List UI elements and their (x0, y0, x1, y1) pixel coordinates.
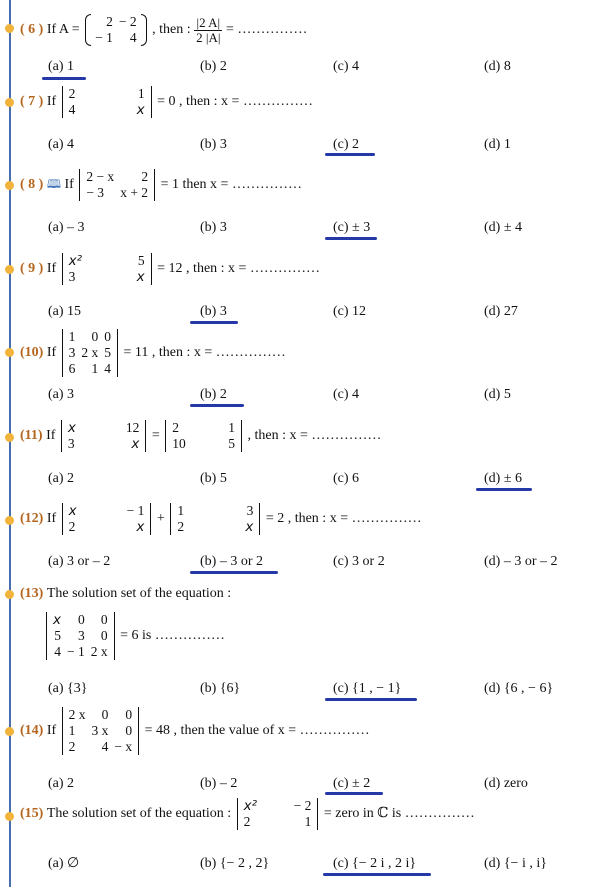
cell: − 3 (86, 185, 105, 200)
cell: 3 (68, 345, 76, 360)
cell: x² (68, 253, 83, 269)
cell: 0 (101, 707, 109, 722)
question-7 (20, 86, 313, 118)
question-number: ( 8 ) (20, 177, 44, 193)
determinant (79, 169, 155, 201)
question-text: , then : (152, 22, 191, 37)
cell: − 2 (293, 798, 312, 813)
cell: 2 (172, 420, 180, 435)
question-13-equation (44, 612, 225, 660)
option-c: (c) {− 2 i , 2 i} (333, 856, 417, 871)
question-text: = 48 , then the value of x = …………… (144, 723, 370, 738)
option-b: (b) – 2 (200, 776, 238, 791)
question-text: If (46, 345, 57, 360)
cell: x (245, 519, 254, 535)
option-d: (d) {− i , i} (484, 856, 547, 871)
question-number: ( 6 ) (20, 22, 44, 38)
cell: x (136, 519, 145, 535)
fraction (194, 16, 222, 45)
question-number: ( 7 ) (20, 94, 44, 110)
question-number: (15) (20, 806, 44, 822)
cell: 10 (172, 436, 186, 451)
cell: − 1 (126, 503, 145, 518)
cell: 2 x (68, 707, 86, 722)
question-13 (20, 585, 231, 603)
option-b: (b) 5 (200, 471, 227, 486)
cell: 4 (68, 102, 76, 117)
question-number: ( 9 ) (20, 261, 44, 277)
question-text: = 11 , then : x = …………… (123, 345, 286, 360)
cell: 12 (125, 420, 140, 435)
cell: 2 x (81, 345, 99, 360)
cell: 3 (78, 628, 85, 643)
cell: 2 (68, 86, 76, 101)
cell: 0 (91, 329, 99, 344)
option-a: (a) 3 (48, 387, 75, 402)
cell: 3 (68, 269, 76, 284)
cell: 2 (243, 814, 251, 829)
cell: x (136, 102, 145, 118)
option-b: (b) {− 2 , 2} (200, 856, 270, 871)
question-text: = 2 , then : x = …………… (265, 511, 422, 526)
option-d: (d) ± 4 (484, 220, 523, 235)
option-b: (b) – 3 or 2 (200, 554, 263, 569)
question-text: = zero in ℂ is …………… (323, 806, 475, 821)
determinant (62, 707, 140, 755)
answer-underline (190, 571, 278, 574)
cell: x + 2 (120, 185, 149, 200)
question-text: If (64, 177, 74, 192)
bullet-dot-icon (5, 348, 14, 357)
determinant (170, 503, 260, 535)
question-11 (20, 420, 381, 452)
option-c: (c) ± 3 (333, 220, 371, 235)
cell: 0 (125, 707, 133, 722)
cell: 5 (104, 345, 112, 360)
option-b: (b) {6} (200, 681, 241, 696)
option-a: (a) 3 or – 2 (48, 554, 111, 569)
cell: 1 (228, 420, 236, 435)
cell: 0 (100, 628, 108, 643)
option-a: (a) 15 (48, 304, 82, 319)
bullet-dot-icon (5, 516, 14, 525)
option-d: (d) 1 (484, 137, 511, 152)
cell: 3 (67, 436, 75, 451)
option-d: (d) {6 , − 6} (484, 681, 554, 696)
cell: 1 (137, 86, 145, 101)
option-b: (b) 3 (200, 220, 227, 235)
cell: 2 x (90, 644, 108, 659)
operator: = (151, 428, 160, 443)
answer-underline (325, 698, 417, 701)
cell: 1 (68, 723, 76, 738)
question-number: (14) (20, 723, 44, 739)
cell: 2 − x (86, 169, 115, 184)
question-14 (20, 707, 370, 755)
question-6 (20, 14, 307, 46)
option-b: (b) 2 (200, 59, 227, 74)
cell: − 2 (118, 14, 137, 29)
answer-underline (323, 873, 431, 876)
question-8 (20, 169, 302, 201)
option-a: (a) ∅ (48, 856, 80, 871)
operator: + (156, 511, 165, 526)
option-d: (d) 5 (484, 387, 511, 402)
question-9 (20, 253, 320, 285)
determinant (62, 253, 152, 285)
matrix-a (85, 14, 147, 46)
cell: 0 (125, 723, 133, 738)
cell: x (136, 269, 145, 285)
question-text: If (46, 261, 57, 276)
bullet-dot-icon (5, 590, 14, 599)
question-text: If (46, 428, 56, 443)
determinant (62, 86, 152, 118)
cell: 0 (78, 612, 85, 627)
question-number: (12) (20, 511, 44, 527)
bullet-dot-icon (5, 98, 14, 107)
option-a: (a) 2 (48, 776, 75, 791)
option-b: (b) 3 (200, 137, 227, 152)
question-text: = 1 then x = …………… (160, 177, 302, 192)
question-text: The solution set of the equation : (46, 586, 232, 601)
answer-underline (190, 321, 238, 324)
option-c: (c) 4 (333, 387, 360, 402)
answer-underline (325, 792, 383, 795)
option-d: (d) zero (484, 776, 528, 791)
cell: 6 (68, 361, 76, 376)
question-text: If (46, 94, 57, 109)
question-text: If (46, 723, 57, 738)
question-text: = 0 , then : x = …………… (157, 94, 313, 109)
option-c: (c) 6 (333, 471, 360, 486)
option-a: (a) 2 (48, 471, 75, 486)
option-a: (a) 4 (48, 137, 75, 152)
question-number: (13) (20, 586, 44, 602)
option-d: (d) 27 (484, 304, 518, 319)
question-text: = 12 , then : x = …………… (157, 261, 320, 276)
cell: 0 (104, 329, 112, 344)
cell: 5 (137, 253, 145, 268)
determinant (165, 420, 242, 452)
bullet-dot-icon (5, 181, 14, 190)
fraction-denominator: 2 |A| (196, 29, 221, 45)
bullet-dot-icon (5, 433, 14, 442)
option-c: (c) {1 , − 1} (333, 681, 402, 696)
option-a: (a) 1 (48, 59, 75, 74)
cell: 5 (228, 436, 236, 451)
cell: − x (114, 739, 133, 754)
cell: 1 (68, 329, 76, 344)
cell: 5 (54, 628, 61, 643)
cell: 2 (68, 519, 76, 534)
option-c: (c) 12 (333, 304, 367, 319)
cell: − 1 (95, 30, 113, 45)
cell: − 1 (67, 644, 85, 659)
bullet-dot-icon (5, 727, 14, 736)
question-text: , then : x = …………… (247, 428, 382, 443)
option-a: (a) {3} (48, 681, 88, 696)
cell: 3 x (91, 723, 109, 738)
bullet-dot-icon (5, 812, 14, 821)
determinant (237, 798, 319, 830)
cell: 1 (177, 503, 185, 518)
answer-underline (325, 237, 377, 240)
cell: 2 (106, 14, 113, 29)
determinant (46, 612, 115, 660)
question-12 (20, 503, 422, 535)
option-b: (b) 2 (200, 387, 227, 402)
question-text: = …………… (225, 22, 308, 37)
cell: 1 (304, 814, 312, 829)
cell: 4 (101, 739, 109, 754)
option-c: (c) 2 (333, 137, 360, 152)
cell: x (68, 503, 77, 519)
fraction-numerator: |2 A| (194, 16, 222, 31)
question-number: (10) (20, 345, 44, 361)
option-b: (b) 3 (200, 304, 227, 319)
option-c: (c) 3 or 2 (333, 554, 385, 569)
cell: 4 (129, 30, 137, 45)
determinant (61, 420, 147, 452)
cell: x² (243, 798, 258, 814)
determinant (62, 503, 152, 535)
cell: 4 (104, 361, 112, 376)
option-c: (c) ± 2 (333, 776, 371, 791)
question-text: The solution set of the equation : (46, 806, 232, 821)
question-15 (20, 798, 475, 830)
cell: x (131, 436, 140, 452)
cell: 2 (177, 519, 185, 534)
question-text: If (46, 511, 57, 526)
cell: 4 (54, 644, 61, 659)
option-d: (d) 8 (484, 59, 511, 74)
determinant (62, 329, 118, 377)
cell: 2 (68, 739, 76, 754)
answer-underline (190, 404, 244, 407)
question-10 (20, 329, 286, 377)
bullet-dot-icon (5, 265, 14, 274)
option-d: (d) – 3 or – 2 (484, 554, 558, 569)
cell: x (67, 420, 76, 436)
cell: x (53, 612, 61, 628)
option-d: (d) ± 6 (484, 471, 523, 486)
margin-line (9, 0, 11, 887)
book-icon: 🕮 (46, 177, 61, 192)
question-text: If A = (46, 22, 80, 37)
option-a: (a) – 3 (48, 220, 85, 235)
answer-underline (476, 488, 532, 491)
bullet-dot-icon (5, 24, 14, 33)
cell: 0 (100, 612, 108, 627)
option-c: (c) 4 (333, 59, 360, 74)
question-number: (11) (20, 428, 43, 444)
cell: 2 (141, 169, 149, 184)
answer-underline (42, 77, 86, 80)
answer-underline (325, 153, 375, 156)
cell: 1 (91, 361, 99, 376)
question-text: = 6 is …………… (120, 628, 225, 643)
cell: 3 (246, 503, 254, 518)
